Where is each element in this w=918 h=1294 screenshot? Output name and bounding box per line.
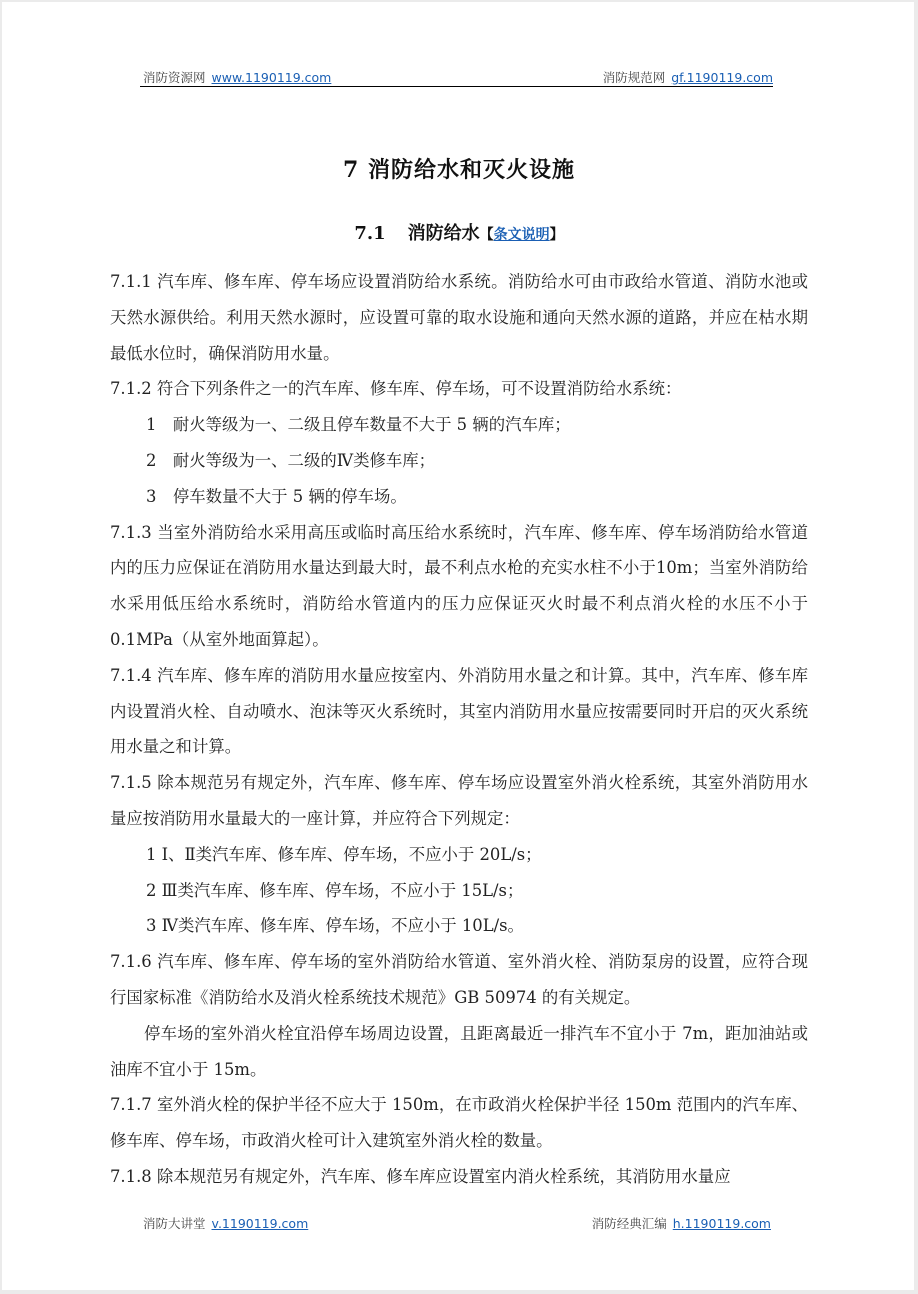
- clause-7-1-1: 7.1.1 汽车库、修车库、停车场应设置消防给水系统。消防给水可由市政给水管道、消防水池或天然水源供给。利用天然水源时，应设置可靠的取水设施和通向天然水源的道路，并应在枯水期最低水位时，确保消防用水量。: [110, 272, 808, 363]
- header-right-site: 消防规范网: [602, 70, 666, 85]
- header-left-site: 消防资源网: [143, 70, 206, 85]
- list-item: 3 Ⅳ类汽车库、修车库、停车场，不应小于 10L/s。: [146, 916, 524, 936]
- header-right: [603, 68, 773, 86]
- list-item: 2 耐火等级为一、二级的Ⅳ类修车库；: [146, 450, 436, 470]
- bracket-close: 】: [549, 227, 564, 243]
- footer-left-link[interactable]: v.1190119.com: [211, 1216, 309, 1231]
- header-right-link[interactable]: gf.1190119.com: [671, 70, 773, 85]
- list-item: 3 停车数量不大于 5 辆的停车场。: [146, 486, 407, 506]
- chapter-title: 7 消防给水和灭火设施: [343, 157, 575, 183]
- list-item: 1 耐火等级为一、二级且停车数量不大于 5 辆的汽车库；: [146, 415, 571, 435]
- clause-7-1-4: 7.1.4 汽车库、修车库的消防用水量应按室内、外消防用水量之和计算。其中，汽车库、修车库内设置消火栓、自动喷水、泡沫等灭火系统时，其室内消防用水量应按需要同时开启的灭火系统用水量之和计算。: [110, 665, 808, 757]
- footer-left-site: 消防大讲堂: [143, 1216, 206, 1231]
- clause-7-1-8: 7.1.8 除本规范另有规定外，汽车库、修车库应设置室内消火栓系统，其消防用水量应: [110, 1166, 731, 1186]
- bracket-open: 【: [479, 227, 494, 243]
- clause-7-1-5: 7.1.5 除本规范另有规定外，汽车库、修车库、停车场应设置室外消火栓系统，其室外消防用水量应按消防用水量最大的一座计算，并应符合下列规定：: [110, 773, 808, 828]
- header-left-link[interactable]: www.1190119.com: [211, 70, 332, 85]
- clause-7-1-7: 7.1.7 室外消火栓的保护半径不应大于 150m，在市政消火栓保护半径 150m 范围内的汽车库、修车库、停车场，市政消火栓可计入建筑室外消火栓的数量。: [110, 1095, 808, 1151]
- section-number: 7.1: [354, 223, 386, 244]
- footer-left: [143, 1214, 308, 1232]
- list-item: 2 Ⅲ类汽车库、修车库、停车场，不应小于 15L/s；: [146, 880, 524, 900]
- header-left: [143, 68, 331, 86]
- section-title: 消防给水: [407, 223, 480, 244]
- document-body: [110, 264, 808, 1195]
- footer-right-link[interactable]: h.1190119.com: [672, 1216, 771, 1231]
- clause-7-1-6: 7.1.6 汽车库、修车库、停车场的室外消防给水管道、室外消火栓、消防泵房的设置，应符合现行国家标准《消防给水及消火栓系统技术规范》GB 50974 的有关规定。: [110, 952, 808, 1007]
- footer-right-site: 消防经典汇编: [591, 1216, 667, 1231]
- clause-note: [480, 227, 564, 243]
- page-header: [140, 68, 773, 87]
- clause-7-1-2: 7.1.2 符合下列条件之一的汽车库、修车库、停车场，可不设置消防给水系统：: [110, 379, 682, 399]
- page-footer: [140, 1214, 773, 1232]
- clause-note-link[interactable]: 条文说明: [493, 227, 550, 243]
- section-heading: [0, 219, 918, 245]
- clause-7-1-6-continued: 停车场的室外消火栓宜沿停车场周边设置，且距离最近一排汽车不宜小于 7m，距加油站或油库不宜小于 15m。: [110, 1023, 808, 1079]
- list-item: 1 Ⅰ、Ⅱ类汽车库、修车库、停车场，不应小于 20L/s；: [146, 844, 542, 864]
- clause-7-1-3: 7.1.3 当室外消防给水采用高压或临时高压给水系统时，汽车库、修车库、停车场消防给水管道内的压力应保证在消防用水量达到最大时，最不利点水枪的充实水柱不小于10m；当室外消防给水采用低压给水系统时，消防给水管道内的压力应保证灭火时最不利点消火栓的水压不小于 0.1MPa（从室外地面算起）。: [110, 522, 808, 649]
- footer-right: [592, 1214, 771, 1232]
